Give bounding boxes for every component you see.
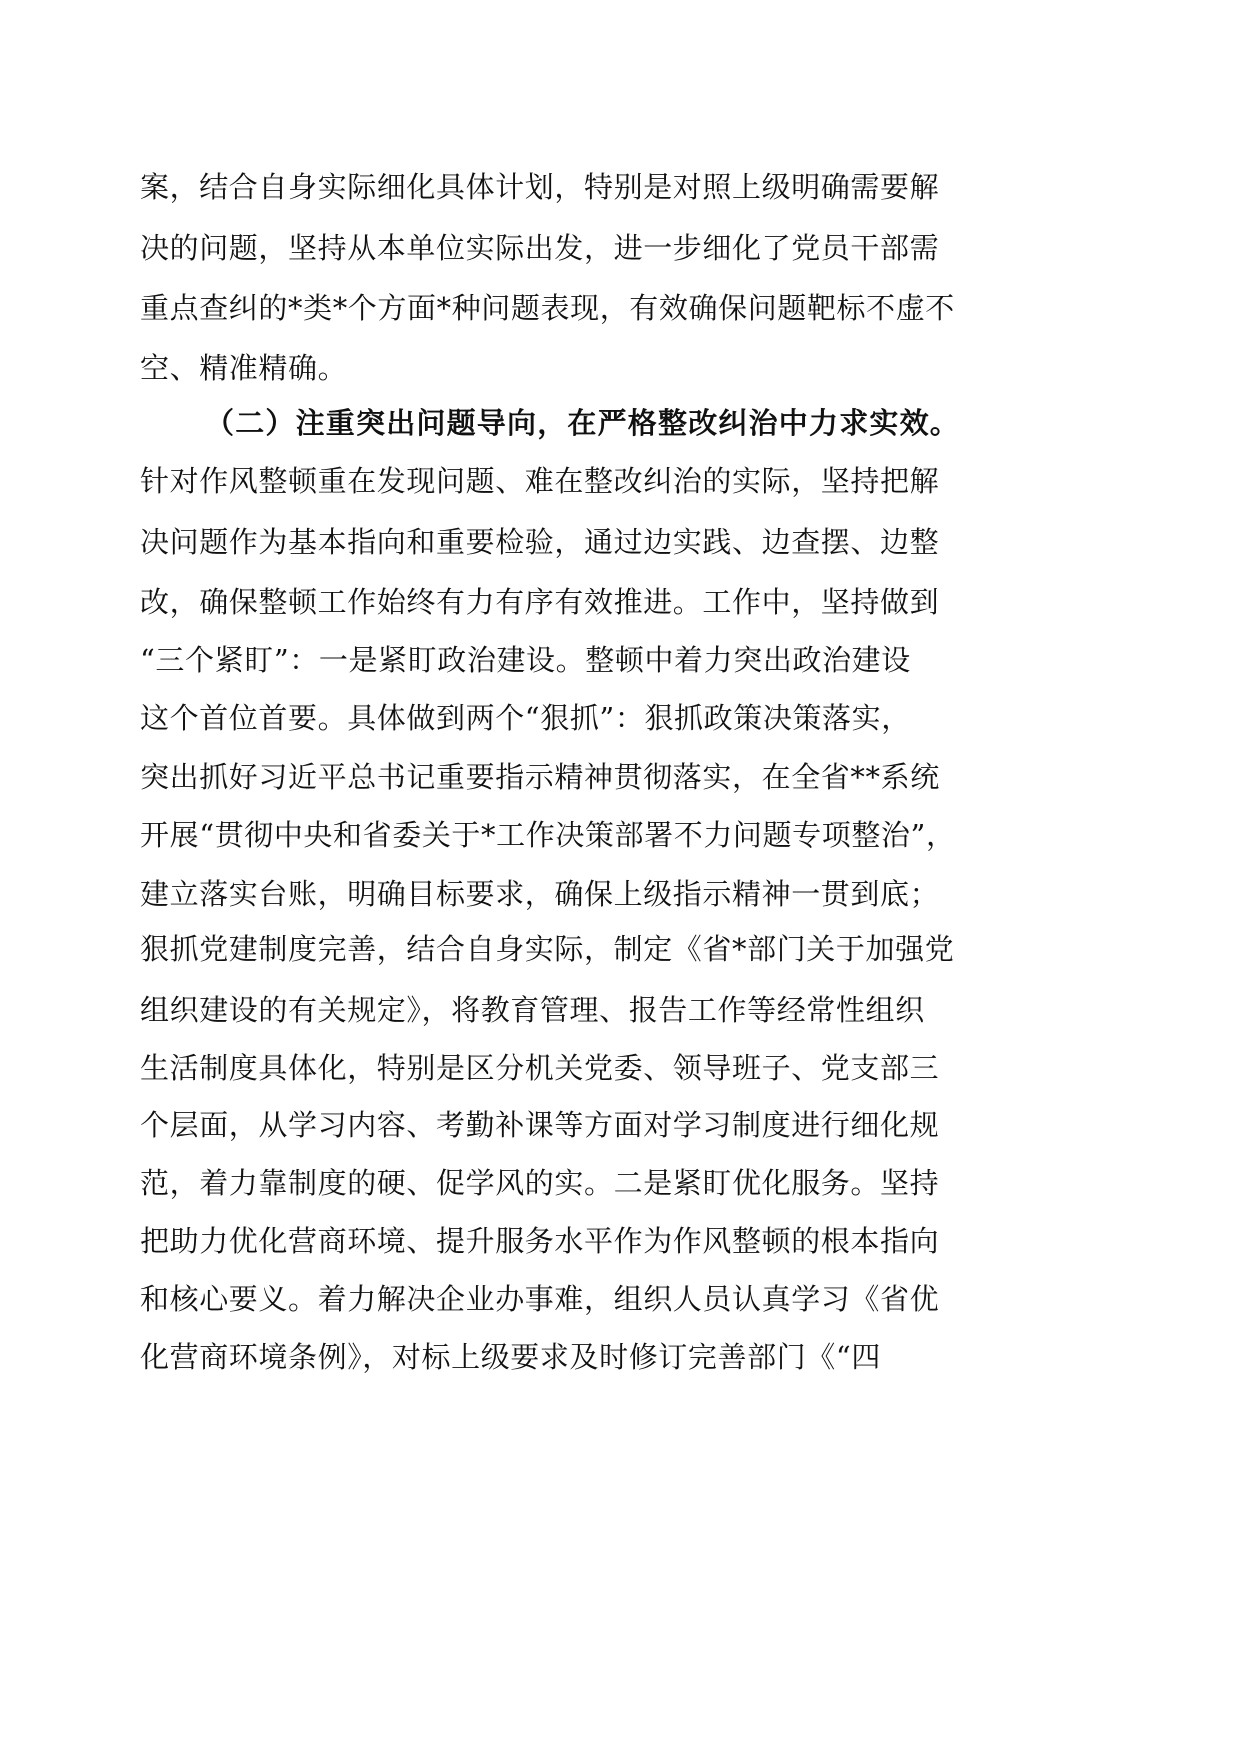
paragraph-line: 这个首位首要。具体做到两个“狠抓”：狠抓政策决策落实， [140, 701, 911, 735]
paragraph-line: 改，确保整顿工作始终有力有序有效推进。工作中，坚持做到 [140, 585, 940, 619]
paragraph-line: 范，着力靠制度的硬、促学风的实。二是紧盯优化服务。坚持 [140, 1166, 940, 1200]
paragraph-line: 针对作风整顿重在发现问题、难在整改纠治的实际，坚持把解 [140, 464, 940, 498]
paragraph-line: 突出抓好习近平总书记重要指示精神贯彻落实，在全省**系统 [140, 760, 940, 794]
paragraph-line: 生活制度具体化，特别是区分机关党委、领导班子、党支部三 [140, 1051, 940, 1085]
paragraph-line: 案，结合自身实际细化具体计划，特别是对照上级明确需要解 [140, 170, 940, 204]
paragraph-line: 狠抓党建制度完善，结合自身实际，制定《省*部门关于加强党 [140, 932, 955, 966]
paragraph-line: 组织建设的有关规定》，将教育管理、报告工作等经常性组织 [140, 993, 925, 1027]
section-heading: （二）注重突出问题导向，在严格整改纠治中力求实效。 [205, 406, 961, 440]
paragraph-line: 和核心要义。着力解决企业办事难，组织人员认真学习《省优 [140, 1282, 940, 1316]
paragraph-line: 把助力优化营商环境、提升服务水平作为作风整顿的根本指向 [140, 1224, 940, 1258]
paragraph-line: 化营商环境条例》，对标上级要求及时修订完善部门《“四 [140, 1340, 881, 1374]
paragraph-line: “三个紧盯”：一是紧盯政治建设。整顿中着力突出政治建设 [140, 643, 911, 677]
paragraph-line: 决问题作为基本指向和重要检验，通过边实践、边查摆、边整 [140, 525, 940, 559]
paragraph-line: 空、精准精确。 [140, 351, 348, 385]
paragraph-line: 开展“贯彻中央和省委关于*工作决策部署不力问题专项整治”， [140, 818, 956, 852]
paragraph-line: 重点查纠的*类*个方面*种问题表现，有效确保问题靶标不虚不 [140, 291, 955, 325]
paragraph-line: 建立落实台账，明确目标要求，确保上级指示精神一贯到底； [140, 877, 940, 911]
paragraph-line: 个层面，从学习内容、考勤补课等方面对学习制度进行细化规 [140, 1108, 940, 1142]
paragraph-line: 决的问题，坚持从本单位实际出发，进一步细化了党员干部需 [140, 231, 940, 265]
